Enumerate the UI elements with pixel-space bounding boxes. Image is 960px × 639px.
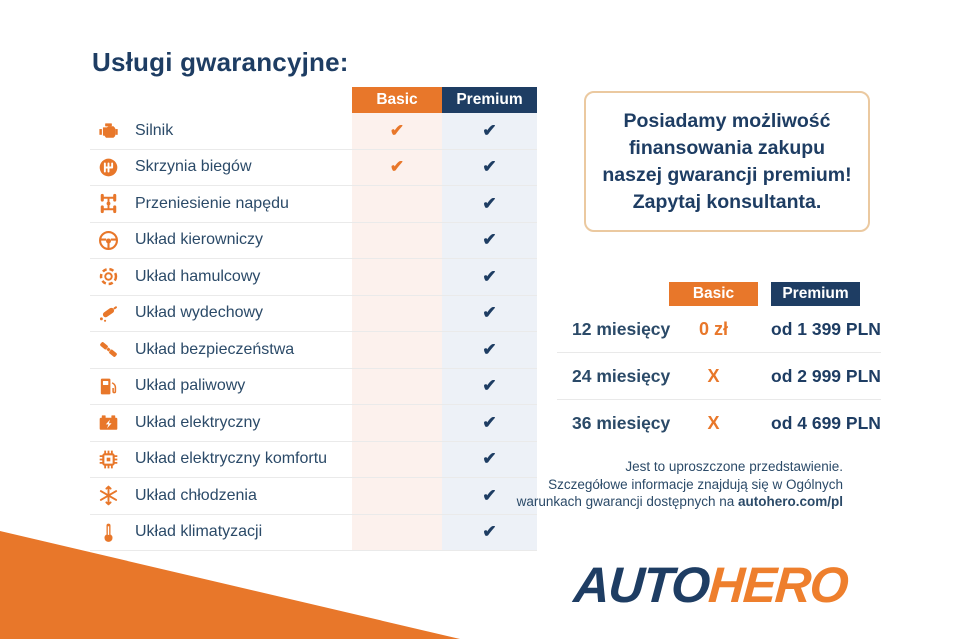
basic-check-cell (352, 369, 442, 405)
basic-check-cell (352, 332, 442, 368)
chip-icon (97, 442, 122, 478)
exhaust-icon (97, 296, 122, 332)
pricing-rows (557, 306, 881, 446)
service-row (90, 113, 537, 150)
service-row (90, 259, 537, 296)
pricing-premium-value: od 1 399 PLN (771, 318, 881, 339)
basic-check-cell (352, 296, 442, 332)
premium-check-cell: ✔ (442, 332, 537, 368)
pricing-period: 12 miesięcy (572, 318, 671, 339)
premium-check-cell: ✔ (442, 186, 537, 222)
snowflake-icon (97, 478, 122, 514)
service-label: Układ hamulcowy (135, 267, 261, 285)
engine-icon (97, 113, 122, 149)
footnote-line3: warunkach gwarancji dostępnych na (516, 494, 738, 509)
basic-check-cell: ✔ (352, 150, 442, 186)
pricing-period: 36 miesięcy (572, 412, 671, 433)
premium-check-cell: ✔ (442, 223, 537, 259)
service-label: Układ paliwowy (135, 377, 246, 395)
callout-line: naszej gwarancji premium! (602, 163, 852, 186)
basic-check-cell (352, 515, 442, 551)
service-row (90, 223, 537, 260)
financing-callout-box (584, 91, 870, 232)
service-row (90, 515, 537, 552)
basic-check-cell (352, 478, 442, 514)
fuel-pump-icon (97, 369, 122, 405)
premium-check-cell: ✔ (442, 442, 537, 478)
pricing-premium-header: Premium (771, 282, 860, 306)
footnote-line1: Jest to uproszczone przedstawienie. (625, 459, 843, 474)
pricing-period: 24 miesięcy (572, 365, 671, 386)
basic-column-header: Basic (352, 87, 442, 113)
service-label: Układ elektryczny (135, 413, 261, 431)
brake-disc-icon (97, 259, 122, 295)
premium-check-cell: ✔ (442, 405, 537, 441)
service-label: Układ bezpieczeństwa (135, 340, 295, 358)
thermometer-icon (97, 515, 122, 551)
pricing-table (557, 282, 881, 446)
footnote-url: autohero.com/pl (737, 494, 843, 509)
service-row (90, 369, 537, 406)
service-row (90, 296, 537, 333)
basic-check-cell: ✔ (352, 113, 442, 149)
premium-check-cell: ✔ (442, 259, 537, 295)
pricing-basic-value: X (707, 412, 720, 433)
pricing-premium-value: od 4 699 PLN (771, 412, 881, 433)
premium-column-header: Premium (442, 87, 537, 113)
service-row (90, 405, 537, 442)
callout-line: Zapytaj konsultanta. (632, 190, 822, 213)
steering-wheel-icon (97, 223, 122, 259)
premium-check-cell: ✔ (442, 478, 537, 514)
autohero-logo (572, 556, 849, 614)
footnote-line2: Szczegółowe informacje znajdują się w Ogólnych (548, 476, 843, 492)
pricing-basic-header: Basic (669, 282, 758, 306)
service-row (90, 150, 537, 187)
service-label: Układ klimatyzacji (135, 523, 263, 541)
service-label: Silnik (135, 121, 174, 139)
basic-check-cell (352, 259, 442, 295)
pricing-row (557, 352, 881, 399)
basic-check-cell (352, 186, 442, 222)
services-table-header (90, 87, 537, 113)
service-label: Układ wydechowy (135, 304, 264, 322)
gearbox-icon (97, 150, 122, 186)
premium-check-cell: ✔ (442, 150, 537, 186)
basic-check-cell (352, 405, 442, 441)
callout-line: Posiadamy możliwość (623, 109, 831, 132)
service-label: Układ chłodzenia (135, 486, 257, 504)
service-label: Przeniesienie napędu (135, 194, 289, 212)
premium-check-cell: ✔ (442, 113, 537, 149)
footnote (440, 458, 843, 511)
service-label: Układ elektryczny komfortu (135, 450, 328, 468)
service-label: Skrzynia biegów (135, 158, 252, 176)
pricing-basic-value: X (707, 365, 720, 386)
seatbelt-icon (97, 332, 122, 368)
battery-icon (97, 405, 122, 441)
service-row (90, 186, 537, 223)
drivetrain-icon (97, 186, 122, 222)
page-title: Usługi gwarancyjne: (92, 47, 349, 77)
premium-check-cell: ✔ (442, 369, 537, 405)
basic-check-cell (352, 223, 442, 259)
pricing-premium-value: od 2 999 PLN (771, 365, 881, 386)
service-label: Układ kierowniczy (135, 231, 264, 249)
pricing-header-spacer (557, 282, 656, 306)
pricing-basic-value: 0 zł (698, 318, 728, 339)
service-row (90, 332, 537, 369)
pricing-row (557, 399, 881, 446)
premium-check-cell: ✔ (442, 515, 537, 551)
pricing-table-header (557, 282, 881, 306)
basic-check-cell (352, 442, 442, 478)
pricing-row (557, 306, 881, 352)
callout-line: finansowania zakupu (628, 136, 826, 159)
premium-check-cell: ✔ (442, 296, 537, 332)
logo-auto-part: AUTO (572, 557, 711, 613)
logo-hero-part: HERO (706, 557, 850, 613)
